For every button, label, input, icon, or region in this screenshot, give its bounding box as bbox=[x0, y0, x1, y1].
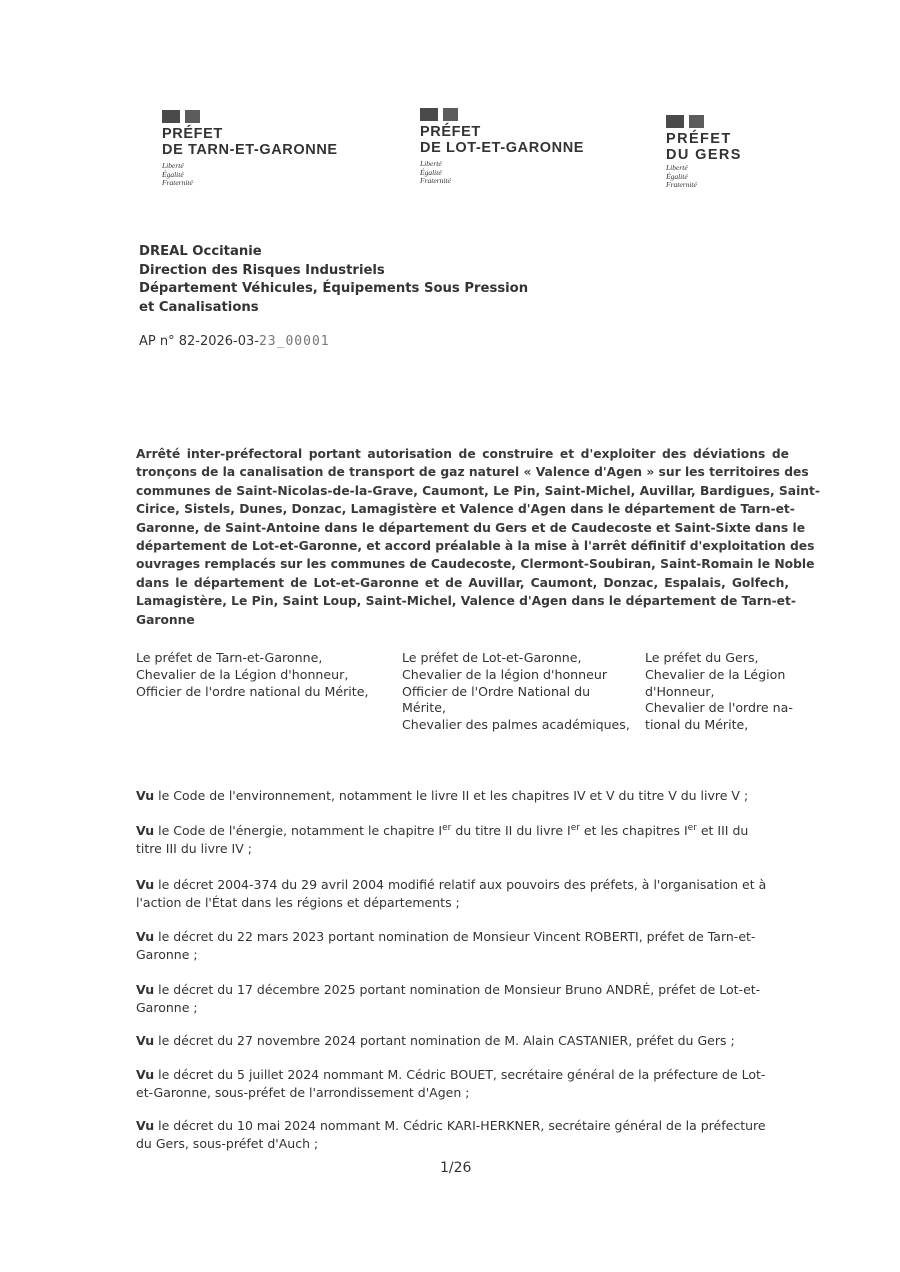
signatory-gers: Le préfet du Gers, Chevalier de la Légion d'Honneur, Chevalier de l'ordre na- tional du Mérite, bbox=[645, 650, 793, 733]
vu-item: Vu le décret du 22 mars 2023 portant nomination de Monsieur Vincent ROBERTI, préfet de Tarn-et- Garonne ; bbox=[136, 929, 756, 962]
logo-line2: DE TARN-ET-GARONNE bbox=[162, 142, 338, 158]
logo-prefet-lot-et-garonne bbox=[420, 108, 584, 186]
title-line: Lamagistère, Le Pin, Saint Loup, Saint-Michel, Valence d'Agen dans le département de Tarn-et- bbox=[136, 594, 797, 609]
marianne-flag-icon bbox=[420, 108, 584, 121]
marianne-flag-icon bbox=[666, 115, 742, 128]
logo-line1: PRÉFET bbox=[162, 126, 223, 142]
title-line: Garonne, de Saint-Antoine dans le département du Gers et de Caudecoste et Saint-Sixte dans le bbox=[136, 520, 806, 535]
ap-number-handwritten: 23_00001 bbox=[258, 334, 330, 349]
logo-motto: Liberté Égalité Fraternité bbox=[666, 163, 697, 189]
issuing-service bbox=[139, 243, 528, 317]
signatory-lot-et-garonne: Le préfet de Lot-et-Garonne, Chevalier de la légion d'honneur Officier de l'Ordre National du Mérite, Chevalier des palmes académiques, bbox=[402, 650, 630, 733]
title-line: ouvrages remplacés sur les communes de Caudecoste, Clermont-Soubiran, Saint-Romain le Noble bbox=[136, 557, 815, 572]
title-line: dans le département de Lot-et-Garonne et de Auvillar, Caumont, Donzac, Espalais, Golfech, bbox=[136, 575, 789, 590]
vu-item: Vu le décret 2004-374 du 29 avril 2004 modifié relatif aux pouvoirs des préfets, à l'organisation et à l'action de l'État dans les régions et départements ; bbox=[136, 877, 767, 910]
service-line: Direction des Risques Industriels bbox=[139, 262, 385, 278]
page-number: 1/26 bbox=[440, 1160, 472, 1176]
title-line: département de Lot-et-Garonne, et accord préalable à la mise à l'arrêt définitif d'exploitation des bbox=[136, 539, 815, 554]
title-line: Garonne bbox=[136, 612, 195, 627]
vu-item: Vu le décret du 5 juillet 2024 nommant M. Cédric BOUET, secrétaire général de la préfecture de Lot- et-Garonne, sous-préfet de l'arrondissement d'Agen ; bbox=[136, 1067, 766, 1100]
logo-line2: DE LOT-ET-GARONNE bbox=[420, 140, 585, 156]
title-line: Cirice, Sistels, Dunes, Donzac, Lamagistère et Valence d'Agen dans le département de Tarn-et- bbox=[136, 502, 795, 517]
logo-motto: Liberté Égalité Fraternité bbox=[162, 161, 193, 187]
marianne-flag-icon bbox=[162, 110, 338, 123]
vu-item: Vu le décret du 10 mai 2024 nommant M. Cédric KARI-HERKNER, secrétaire général de la préfecture du Gers, sous-préfet d'Auch ; bbox=[136, 1118, 766, 1151]
vu-item: Vu le Code de l'énergie, notamment le chapitre Ier du titre II du livre Ier et les chapitres Ier et III du titre III du livre IV ; bbox=[136, 822, 749, 856]
title-line: communes de Saint-Nicolas-de-la-Grave, Caumont, Le Pin, Saint-Michel, Auvillar, Bardigues, Saint- bbox=[136, 483, 821, 498]
ap-number-printed: AP n° 82-2026-03- bbox=[139, 334, 259, 349]
logo-line2: DU GERS bbox=[666, 147, 742, 163]
logo-motto: Liberté Égalité Fraternité bbox=[420, 159, 451, 185]
vu-item: Vu le décret du 17 décembre 2025 portant nomination de Monsieur Bruno ANDRÉ, préfet de Lot-et- Garonne ; bbox=[136, 982, 761, 1015]
ap-number bbox=[139, 334, 330, 349]
logo-line1: PRÉFET bbox=[420, 124, 481, 140]
logo-prefet-tarn-et-garonne bbox=[162, 110, 338, 188]
service-line: et Canalisations bbox=[139, 299, 259, 315]
logo-line1: PRÉFET bbox=[666, 131, 732, 147]
title-line: Arrêté inter-préfectoral portant autorisation de construire et d'exploiter des déviations de bbox=[136, 447, 789, 461]
vu-item: Vu le Code de l'environnement, notamment le livre II et les chapitres IV et V du titre V du livre V ; bbox=[136, 788, 749, 803]
logo-prefet-gers bbox=[666, 115, 742, 190]
decree-title bbox=[136, 445, 821, 629]
vu-item: Vu le décret du 27 novembre 2024 portant nomination de M. Alain CASTANIER, préfet du Gers ; bbox=[136, 1033, 735, 1048]
service-line: DREAL Occitanie bbox=[139, 244, 262, 259]
title-line: tronçons de la canalisation de transport de gaz naturel « Valence d'Agen » sur les territoires des bbox=[136, 465, 809, 480]
service-line: Département Véhicules, Équipements Sous Pression bbox=[139, 281, 529, 296]
signatory-tarn-et-garonne: Le préfet de Tarn-et-Garonne, Chevalier de la Légion d'honneur, Officier de l'ordre national du Mérite, bbox=[136, 650, 369, 699]
